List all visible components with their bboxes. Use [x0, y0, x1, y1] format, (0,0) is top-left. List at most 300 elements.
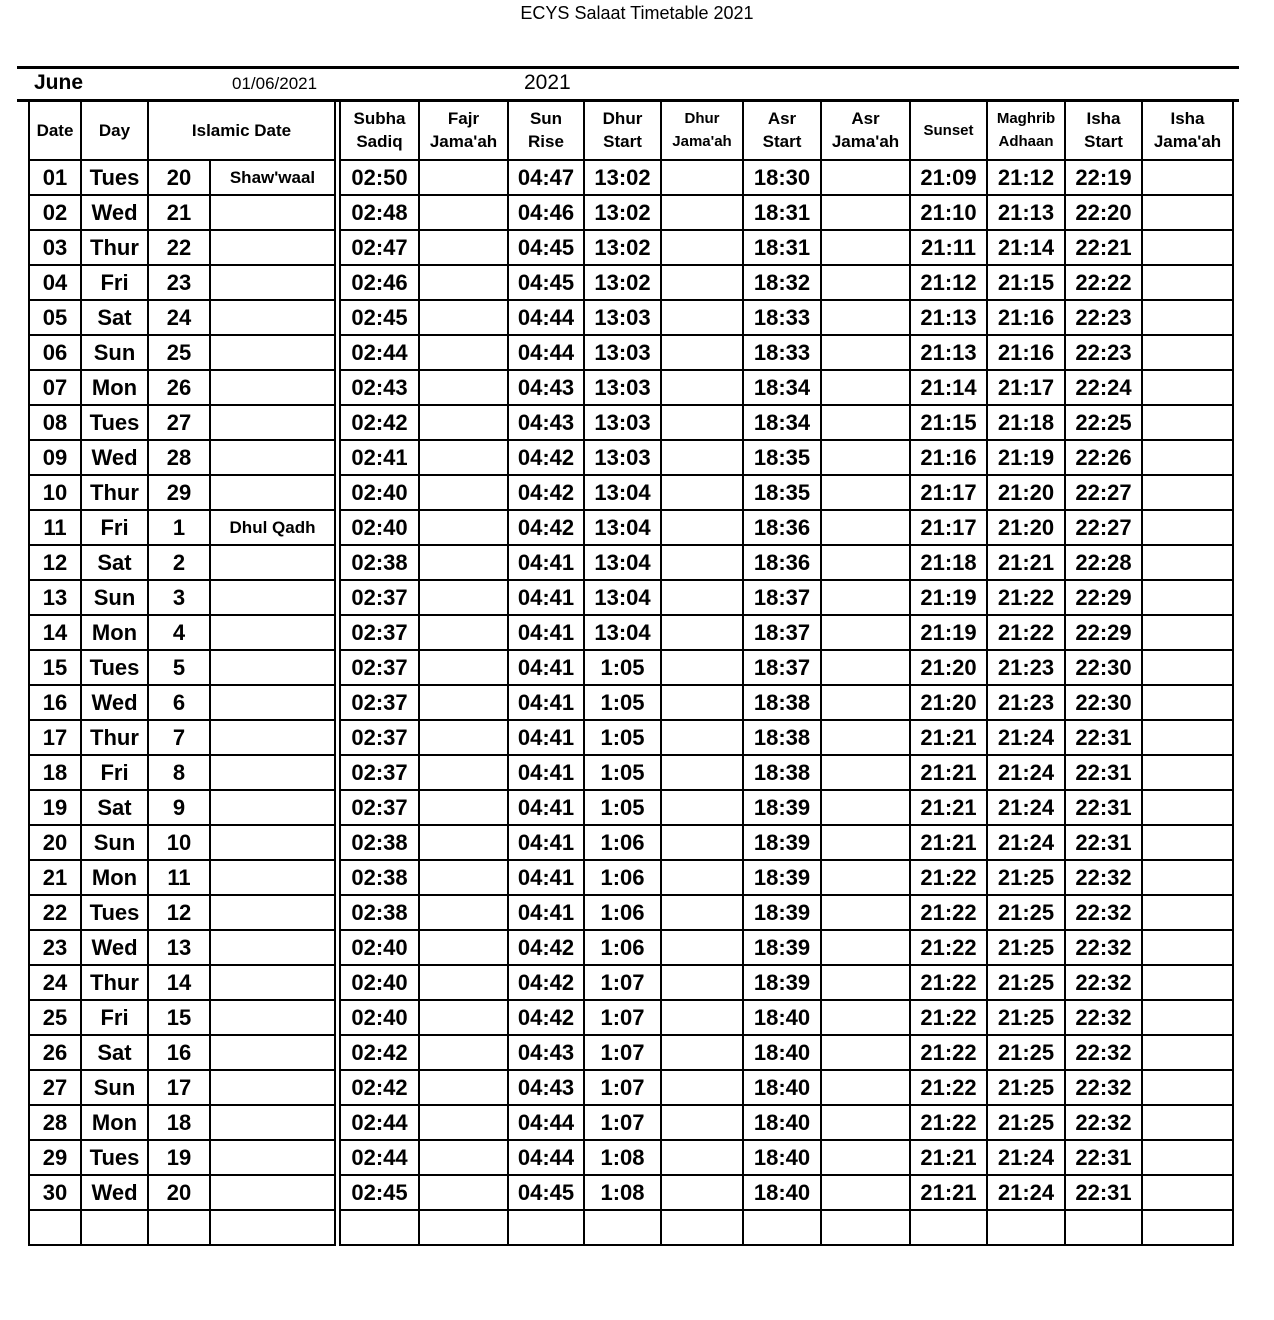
table-row [340, 160, 1233, 195]
day-cell: Mon [81, 1105, 148, 1140]
asr-start-cell: 18:31 [743, 230, 821, 265]
date-cell: 27 [29, 1070, 81, 1105]
dhur-start-cell: 1:06 [584, 895, 661, 930]
table-row [340, 860, 1233, 895]
sun-rise-cell: 04:42 [508, 930, 584, 965]
asr-jamaah-cell [821, 790, 910, 825]
asr-start-cell: 18:34 [743, 405, 821, 440]
maghrib-adhaan-cell: 21:22 [987, 580, 1065, 615]
subha-sadiq-cell: 02:50 [340, 160, 419, 195]
asr-start-cell: 18:34 [743, 370, 821, 405]
asr-jamaah-cell [821, 230, 910, 265]
table-row [340, 475, 1233, 510]
table-row [29, 895, 335, 930]
isha-jamaah-cell [1142, 1070, 1233, 1105]
isha-start-cell: 22:31 [1065, 825, 1142, 860]
islamic-month-cell [210, 615, 335, 650]
sunset-cell: 21:22 [910, 930, 987, 965]
date-cell: 29 [29, 1140, 81, 1175]
day-cell: Wed [81, 195, 148, 230]
sun-rise-cell: 04:42 [508, 475, 584, 510]
fajr-jamaah-cell [419, 965, 508, 1000]
fajr-jamaah-cell [419, 370, 508, 405]
fajr-jamaah-cell [419, 475, 508, 510]
isha-jamaah-cell [1142, 1210, 1233, 1245]
month-header-bar [17, 66, 1239, 102]
sun-rise-cell: 04:41 [508, 580, 584, 615]
fajr-jamaah-cell [419, 895, 508, 930]
asr-start-cell: 18:40 [743, 1105, 821, 1140]
isha-jamaah-cell [1142, 1105, 1233, 1140]
sun-rise-cell: 04:41 [508, 615, 584, 650]
sunset-cell: 21:18 [910, 545, 987, 580]
asr-jamaah-cell [821, 160, 910, 195]
isha-start-cell: 22:21 [1065, 230, 1142, 265]
asr-start-cell: 18:40 [743, 1035, 821, 1070]
maghrib-adhaan-cell: 21:20 [987, 475, 1065, 510]
asr-jamaah-cell [821, 545, 910, 580]
sunset-cell: 21:22 [910, 895, 987, 930]
dhur-jamaah-cell [661, 1035, 743, 1070]
islamic-day-cell: 29 [148, 475, 210, 510]
asr-start-cell: 18:39 [743, 790, 821, 825]
dhur-start-cell: 1:07 [584, 1105, 661, 1140]
isha-start-cell: 22:32 [1065, 930, 1142, 965]
header-day: Day [81, 100, 148, 160]
header-line-2: Jama'ah [672, 133, 732, 150]
header-sun-rise [508, 100, 584, 160]
dhur-jamaah-cell [661, 1000, 743, 1035]
fajr-jamaah-cell [419, 1105, 508, 1140]
maghrib-adhaan-cell: 21:24 [987, 1140, 1065, 1175]
islamic-month-cell [210, 1000, 335, 1035]
dhur-jamaah-cell [661, 1210, 743, 1245]
day-cell: Thur [81, 720, 148, 755]
subha-sadiq-cell: 02:37 [340, 685, 419, 720]
islamic-day-cell: 25 [148, 335, 210, 370]
islamic-day-cell: 20 [148, 160, 210, 195]
asr-jamaah-cell [821, 650, 910, 685]
asr-jamaah-cell [821, 580, 910, 615]
maghrib-adhaan-cell: 21:25 [987, 1070, 1065, 1105]
table-row [29, 860, 335, 895]
dhur-jamaah-cell [661, 685, 743, 720]
fajr-jamaah-cell [419, 755, 508, 790]
asr-jamaah-cell [821, 510, 910, 545]
maghrib-adhaan-cell: 21:24 [987, 825, 1065, 860]
isha-start-cell: 22:32 [1065, 965, 1142, 1000]
dhur-jamaah-cell [661, 580, 743, 615]
isha-start-cell: 22:20 [1065, 195, 1142, 230]
table-row [340, 580, 1233, 615]
maghrib-adhaan-cell: 21:17 [987, 370, 1065, 405]
maghrib-adhaan-cell: 21:24 [987, 1175, 1065, 1210]
day-cell: Tues [81, 1140, 148, 1175]
maghrib-adhaan-cell: 21:23 [987, 685, 1065, 720]
dhur-start-cell: 1:05 [584, 720, 661, 755]
sun-rise-cell: 04:45 [508, 1175, 584, 1210]
subha-sadiq-cell: 02:40 [340, 930, 419, 965]
day-cell: Mon [81, 860, 148, 895]
dhur-jamaah-cell [661, 825, 743, 860]
asr-start-cell: 18:36 [743, 545, 821, 580]
date-cell: 12 [29, 545, 81, 580]
table-row [29, 335, 335, 370]
islamic-day-cell: 8 [148, 755, 210, 790]
dhur-jamaah-cell [661, 720, 743, 755]
table-row [340, 1210, 1233, 1245]
table-row [29, 1000, 335, 1035]
isha-jamaah-cell [1142, 405, 1233, 440]
islamic-day-cell: 10 [148, 825, 210, 860]
sunset-cell: 21:22 [910, 1105, 987, 1140]
dhur-start-cell: 13:02 [584, 160, 661, 195]
dhur-jamaah-cell [661, 300, 743, 335]
sun-rise-cell: 04:44 [508, 1105, 584, 1140]
date-cell: 21 [29, 860, 81, 895]
sun-rise-cell: 04:45 [508, 230, 584, 265]
day-cell: Fri [81, 755, 148, 790]
subha-sadiq-cell: 02:37 [340, 755, 419, 790]
asr-jamaah-cell [821, 825, 910, 860]
date-cell: 18 [29, 755, 81, 790]
islamic-day-cell: 7 [148, 720, 210, 755]
table-row [340, 405, 1233, 440]
header-line-1: Dhur [684, 110, 720, 127]
table-row [340, 195, 1233, 230]
subha-sadiq-cell: 02:45 [340, 300, 419, 335]
isha-jamaah-cell [1142, 160, 1233, 195]
islamic-month-cell [210, 440, 335, 475]
asr-start-cell: 18:40 [743, 1140, 821, 1175]
dhur-start-cell: 1:08 [584, 1140, 661, 1175]
sunset-cell: 21:14 [910, 370, 987, 405]
fajr-jamaah-cell [419, 615, 508, 650]
asr-jamaah-cell [821, 1105, 910, 1140]
islamic-month-cell [210, 335, 335, 370]
subha-sadiq-cell: 02:40 [340, 510, 419, 545]
maghrib-adhaan-cell: 21:19 [987, 440, 1065, 475]
isha-jamaah-cell [1142, 335, 1233, 370]
dhur-jamaah-cell [661, 510, 743, 545]
islamic-day-cell: 26 [148, 370, 210, 405]
day-cell: Sun [81, 335, 148, 370]
isha-start-cell: 22:30 [1065, 650, 1142, 685]
isha-jamaah-cell [1142, 825, 1233, 860]
table-row [340, 335, 1233, 370]
day-cell: Wed [81, 930, 148, 965]
date-cell: 13 [29, 580, 81, 615]
table-row [29, 1175, 335, 1210]
isha-start-cell: 22:31 [1065, 720, 1142, 755]
islamic-month-cell [210, 230, 335, 265]
isha-jamaah-cell [1142, 475, 1233, 510]
subha-sadiq-cell: 02:38 [340, 545, 419, 580]
dhur-start-cell: 1:05 [584, 790, 661, 825]
dhur-jamaah-cell [661, 1140, 743, 1175]
header-line-1: Dhur [602, 109, 643, 128]
islamic-month-cell [210, 1105, 335, 1140]
fajr-jamaah-cell [419, 230, 508, 265]
asr-start-cell [743, 1210, 821, 1245]
dhur-start-cell: 13:04 [584, 580, 661, 615]
table-row [29, 965, 335, 1000]
isha-start-cell: 22:27 [1065, 510, 1142, 545]
date-cell: 15 [29, 650, 81, 685]
fajr-jamaah-cell [419, 1175, 508, 1210]
islamic-month-cell [210, 1070, 335, 1105]
subha-sadiq-cell: 02:40 [340, 1000, 419, 1035]
fajr-jamaah-cell [419, 545, 508, 580]
maghrib-adhaan-cell: 21:25 [987, 930, 1065, 965]
dhur-start-cell: 1:05 [584, 685, 661, 720]
subha-sadiq-cell: 02:48 [340, 195, 419, 230]
sun-rise-cell: 04:41 [508, 720, 584, 755]
table-row [340, 965, 1233, 1000]
maghrib-adhaan-cell: 21:24 [987, 790, 1065, 825]
islamic-day-cell [148, 1210, 210, 1245]
table-row [29, 160, 335, 195]
subha-sadiq-cell: 02:43 [340, 370, 419, 405]
isha-jamaah-cell [1142, 790, 1233, 825]
dhur-start-cell: 1:05 [584, 650, 661, 685]
sun-rise-cell: 04:42 [508, 965, 584, 1000]
dhur-jamaah-cell [661, 160, 743, 195]
islamic-month-cell [210, 650, 335, 685]
header-date: Date [29, 100, 81, 160]
dhur-start-cell: 13:04 [584, 615, 661, 650]
table-row [29, 230, 335, 265]
table-row [340, 1140, 1233, 1175]
day-cell: Mon [81, 615, 148, 650]
fajr-jamaah-cell [419, 1070, 508, 1105]
day-cell: Wed [81, 440, 148, 475]
asr-jamaah-cell [821, 1140, 910, 1175]
asr-jamaah-cell [821, 685, 910, 720]
dhur-start-cell: 13:04 [584, 475, 661, 510]
subha-sadiq-cell: 02:41 [340, 440, 419, 475]
asr-start-cell: 18:37 [743, 580, 821, 615]
header-isha-jamaah [1142, 100, 1233, 160]
sun-rise-cell: 04:41 [508, 545, 584, 580]
maghrib-adhaan-cell: 21:16 [987, 335, 1065, 370]
isha-jamaah-cell [1142, 230, 1233, 265]
fajr-jamaah-cell [419, 1000, 508, 1035]
asr-jamaah-cell [821, 1175, 910, 1210]
dhur-start-cell: 1:05 [584, 755, 661, 790]
fajr-jamaah-cell [419, 265, 508, 300]
islamic-day-cell: 19 [148, 1140, 210, 1175]
table-row [29, 265, 335, 300]
date-cell: 28 [29, 1105, 81, 1140]
dhur-start-cell [584, 1210, 661, 1245]
dhur-start-cell: 13:04 [584, 545, 661, 580]
subha-sadiq-cell: 02:37 [340, 615, 419, 650]
subha-sadiq-cell [340, 1210, 419, 1245]
table-row [340, 790, 1233, 825]
dhur-jamaah-cell [661, 860, 743, 895]
day-cell: Thur [81, 475, 148, 510]
fajr-jamaah-cell [419, 860, 508, 895]
sunset-cell: 21:19 [910, 580, 987, 615]
header-line-1: Maghrib [996, 110, 1056, 127]
header-line-2: Jama'ah [1153, 132, 1222, 151]
table-row [340, 720, 1233, 755]
islamic-day-cell: 13 [148, 930, 210, 965]
islamic-day-cell: 1 [148, 510, 210, 545]
fajr-jamaah-cell [419, 1140, 508, 1175]
table-row [29, 440, 335, 475]
islamic-month-cell [210, 685, 335, 720]
sunset-cell: 21:22 [910, 965, 987, 1000]
isha-start-cell: 22:27 [1065, 475, 1142, 510]
subha-sadiq-cell: 02:47 [340, 230, 419, 265]
asr-jamaah-cell [821, 895, 910, 930]
maghrib-adhaan-cell: 21:20 [987, 510, 1065, 545]
day-cell [81, 1210, 148, 1245]
isha-jamaah-cell [1142, 1035, 1233, 1070]
isha-start-cell: 22:31 [1065, 790, 1142, 825]
isha-start-cell: 22:30 [1065, 685, 1142, 720]
dhur-jamaah-cell [661, 1175, 743, 1210]
isha-jamaah-cell [1142, 1140, 1233, 1175]
fajr-jamaah-cell [419, 195, 508, 230]
maghrib-adhaan-cell: 21:24 [987, 755, 1065, 790]
sunset-cell: 21:15 [910, 405, 987, 440]
isha-start-cell: 22:31 [1065, 755, 1142, 790]
table-row [340, 825, 1233, 860]
date-cell: 05 [29, 300, 81, 335]
islamic-day-cell: 22 [148, 230, 210, 265]
islamic-month-cell [210, 370, 335, 405]
sunset-cell: 21:21 [910, 1140, 987, 1175]
isha-jamaah-cell [1142, 720, 1233, 755]
table-row [340, 1105, 1233, 1140]
dhur-jamaah-cell [661, 895, 743, 930]
asr-start-cell: 18:36 [743, 510, 821, 545]
subha-sadiq-cell: 02:44 [340, 335, 419, 370]
day-cell: Sun [81, 825, 148, 860]
dhur-start-cell: 13:04 [584, 510, 661, 545]
sunset-cell: 21:21 [910, 825, 987, 860]
isha-jamaah-cell [1142, 440, 1233, 475]
header-islamic-date: Islamic Date [148, 100, 335, 160]
asr-jamaah-cell [821, 405, 910, 440]
table-row [29, 650, 335, 685]
islamic-month-cell [210, 930, 335, 965]
table-row [29, 615, 335, 650]
day-cell: Tues [81, 405, 148, 440]
header-line-2: Start [762, 132, 802, 151]
asr-jamaah-cell [821, 965, 910, 1000]
isha-jamaah-cell [1142, 265, 1233, 300]
dhur-start-cell: 13:03 [584, 370, 661, 405]
date-cell: 17 [29, 720, 81, 755]
isha-jamaah-cell [1142, 195, 1233, 230]
maghrib-adhaan-cell: 21:24 [987, 720, 1065, 755]
asr-start-cell: 18:37 [743, 650, 821, 685]
header-dhur-start [584, 100, 661, 160]
header-line-2: Adhaan [998, 133, 1054, 150]
dhur-jamaah-cell [661, 650, 743, 685]
isha-jamaah-cell [1142, 930, 1233, 965]
header-line-2: Sadiq [356, 132, 403, 151]
asr-jamaah-cell [821, 300, 910, 335]
islamic-month-cell: Dhul Qadh [210, 510, 335, 545]
dhur-jamaah-cell [661, 335, 743, 370]
islamic-month-cell [210, 475, 335, 510]
sun-rise-cell: 04:43 [508, 405, 584, 440]
header-line-2: Rise [528, 132, 564, 151]
fajr-jamaah-cell [419, 930, 508, 965]
islamic-day-cell: 15 [148, 1000, 210, 1035]
sun-rise-cell: 04:44 [508, 335, 584, 370]
sun-rise-cell: 04:42 [508, 510, 584, 545]
day-cell: Fri [81, 265, 148, 300]
islamic-month-cell [210, 790, 335, 825]
sunset-cell: 21:21 [910, 755, 987, 790]
sunset-cell: 21:21 [910, 790, 987, 825]
date-cell: 06 [29, 335, 81, 370]
table-row [29, 510, 335, 545]
islamic-day-cell: 17 [148, 1070, 210, 1105]
date-cell: 10 [29, 475, 81, 510]
sunset-cell: 21:22 [910, 1035, 987, 1070]
date-cell: 26 [29, 1035, 81, 1070]
table-row [29, 825, 335, 860]
table-row [340, 510, 1233, 545]
sunset-cell: 21:09 [910, 160, 987, 195]
isha-start-cell: 22:32 [1065, 1000, 1142, 1035]
sunset-cell: 21:17 [910, 475, 987, 510]
sun-rise-cell: 04:41 [508, 790, 584, 825]
isha-start-cell: 22:29 [1065, 615, 1142, 650]
sunset-cell: 21:16 [910, 440, 987, 475]
fajr-jamaah-cell [419, 335, 508, 370]
sunset-cell: 21:13 [910, 300, 987, 335]
fajr-jamaah-cell [419, 685, 508, 720]
asr-jamaah-cell [821, 755, 910, 790]
asr-start-cell: 18:39 [743, 930, 821, 965]
table-row [340, 440, 1233, 475]
header-line-1: Isha [1170, 109, 1205, 128]
asr-jamaah-cell [821, 1210, 910, 1245]
date-cell: 25 [29, 1000, 81, 1035]
subha-sadiq-cell: 02:40 [340, 965, 419, 1000]
table-row [29, 1035, 335, 1070]
table-row [340, 650, 1233, 685]
table-row [340, 615, 1233, 650]
table-row [29, 545, 335, 580]
table-row [340, 1000, 1233, 1035]
sun-rise-cell: 04:43 [508, 1035, 584, 1070]
dhur-jamaah-cell [661, 230, 743, 265]
dhur-jamaah-cell [661, 1105, 743, 1140]
asr-start-cell: 18:38 [743, 755, 821, 790]
isha-jamaah-cell [1142, 580, 1233, 615]
isha-start-cell [1065, 1210, 1142, 1245]
dhur-start-cell: 13:03 [584, 300, 661, 335]
maghrib-adhaan-cell: 21:13 [987, 195, 1065, 230]
header-line-1: Asr [767, 109, 797, 128]
header-dhur-jamaah [661, 100, 743, 160]
sun-rise-cell: 04:41 [508, 895, 584, 930]
islamic-day-cell: 28 [148, 440, 210, 475]
fajr-jamaah-cell [419, 825, 508, 860]
table-row [29, 475, 335, 510]
table-row [29, 720, 335, 755]
dhur-start-cell: 13:02 [584, 265, 661, 300]
